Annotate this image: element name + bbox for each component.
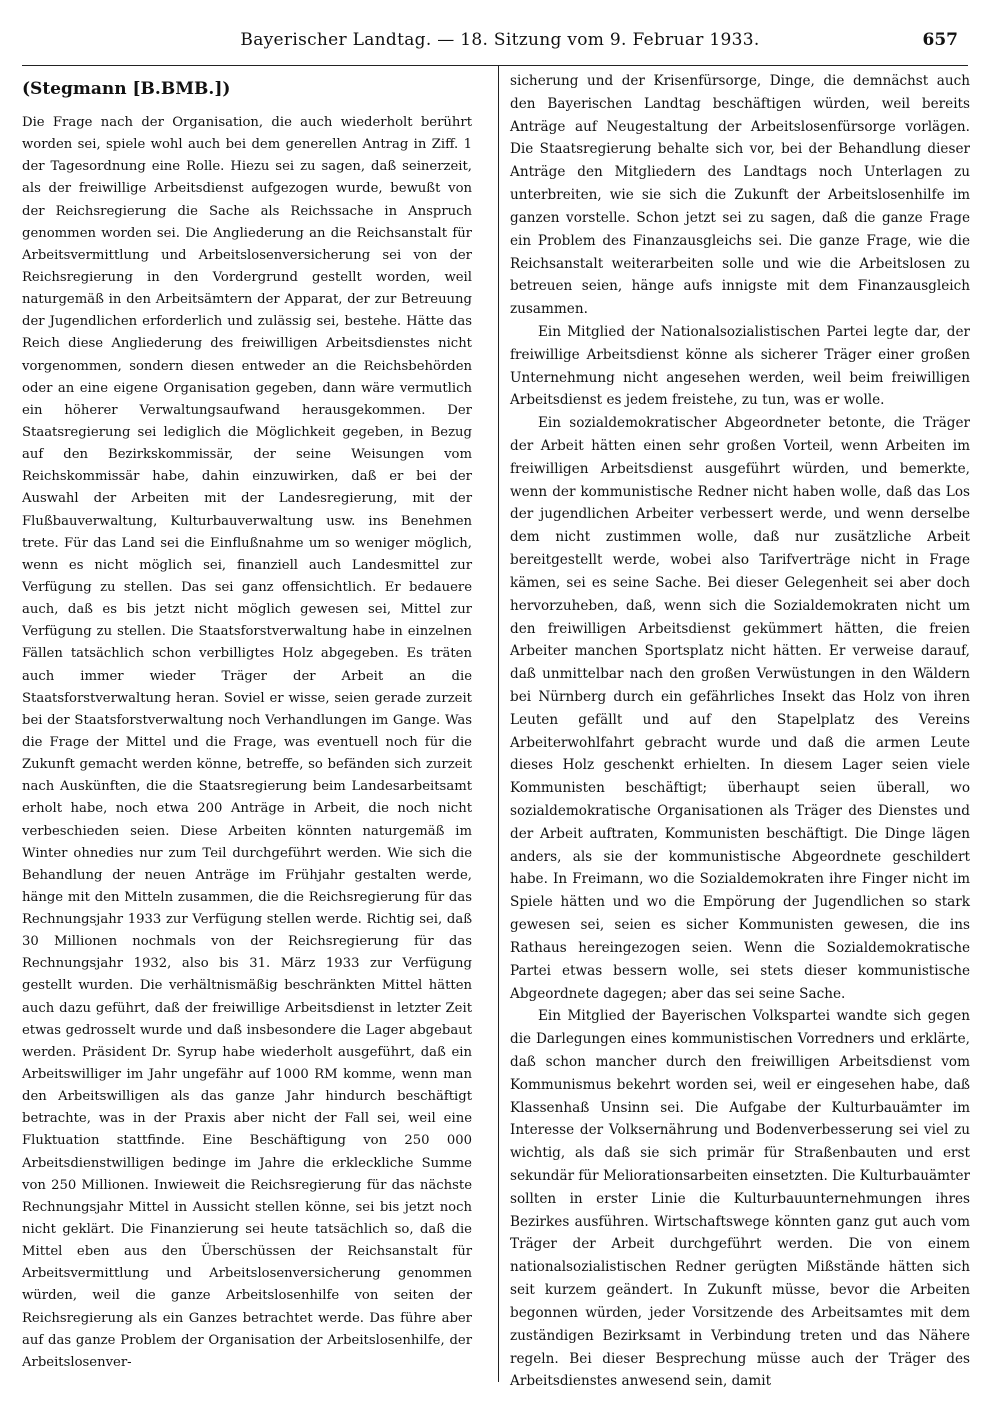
running-title: Bayerischer Landtag. — 18. Sitzung vom 9. Februar 1933.	[240, 30, 760, 50]
left-paragraph: Die Frage nach der Organisation, die auch wiederholt berührt worden sei, spiele wohl auch bei dem generellen Antrag in Ziff. 1 der Tagesordnung eine Rolle. Hiezu sei zu sagen, daß seinerzeit, als der freiwillige Arbeitsdienst aufgezogen wurde, bewußt von der Reichsregierung die Sache als Reichssache in Anspruch genommen worden sei. Die Angliederung an die Reichsanstalt für Arbeitsvermittlung und Arbeitslosenversicherung sei von der Reichsregierung in den Vordergrund gestellt worden, weil naturgemäß in den Arbeitsämtern der Apparat, der zur Betreuung der Jugendlichen erforderlich und zulässig sei, bestehe. Hätte das Reich diese Angliederung des freiwilligen Arbeitsdienstes nicht vorgenommen, sondern diesen entweder an die Reichsbehörden oder an eine eigene Organisation gegeben, dann wäre vermutlich ein höherer Verwaltungsaufwand herausgekommen. Der Staatsregierung sei lediglich die Möglichkeit gegeben, in Bezug auf den Bezirkskommissär, der seine Weisungen vom Reichskommissär habe, dahin einzuwirken, daß er bei der Auswahl der Arbeiten mit der Landesregierung, mit der Flußbauverwaltung, Kulturbauverwaltung usw. ins Benehmen trete. Für das Land sei die Einflußnahme um so weniger möglich, wenn es nicht möglich sei, finanziell auch Landesmittel zur Verfügung zu stellen. Das sei ganz offensichtlich. Er bedauere auch, daß es bis jetzt nicht möglich gewesen sei, Mittel zur Verfügung zu stellen. Die Staatsforstverwaltung habe in einzelnen Fällen tatsächlich schon verbilligtes Holz abgegeben. Es träten auch immer wieder Träger der Arbeit an die Staatsforstverwaltung heran. Soviel er wisse, seien gerade zurzeit bei der Staatsforstverwaltung noch Verhandlungen im Gange. Was die Frage der Mittel und die Frage, was eventuell noch für die Zukunft gemacht werden könne, betreffe, so befänden sich zurzeit nach Auskünften, die die Staatsregierung beim Landesarbeitsamt erholt habe, noch etwa 200 Anträge in Arbeit, die noch nicht verbeschieden seien. Diese Arbeiten könnten naturgemäß im Winter ohnedies nur zum Teil durchgeführt werden. Wie sich die Behandlung der neuen Anträge im Frühjahr gestalten werde, hänge mit den Mitteln zusammen, die die Reichsregierung für das Rechnungsjahr 1933 zur Verfügung stellen werde. Richtig sei, daß 30 Millionen nochmals von der Reichsregierung für das Rechnungsjahr 1932, also bis 31. März 1933 zur Verfügung gestellt wurden. Die verhältnismäßig beschränkten Mittel hätten auch dazu geführt, daß der freiwillige Arbeitsdienst in letzter Zeit etwas gedrosselt wurde und daß insbesondere die Lager abgebaut werden. Präsident Dr. Syrup habe wiederholt ausgeführt, daß ein Arbeitswilliger im Jahr ungefähr auf 1000 RM komme, wenn man den Arbeitswilligen als das ganze Jahr hindurch beschäftigt betrachte, was in der Praxis aber nicht der Fall sei, weil eine Fluktuation stattfinde. Eine Beschäftigung von 250 000 Arbeitsdienstwilligen bedinge im Jahre die erkleckliche Summe von 250 Millionen. Inwieweit die Reichsregierung für das nächste Rechnungsjahr Mittel in Aussicht stellen könne, sei bis jetzt noch nicht geklärt. Die Finanzierung sei heute tatsächlich so, daß die Mittel eben aus den Überschüssen der Reichsanstalt für Arbeitsvermittlung und Arbeitslosenversicherung genommen würden, weil die ganze Arbeitslosenhilfe von seiten der Reichsregierung als ein Ganzes betrachtet werde. Das führe aber auf das ganze Problem der Organisation der Arbeitslosenhilfe, der Arbeitslosenver-	[22, 115, 472, 1370]
page-header	[0, 22, 1000, 62]
right-paragraph: Ein Mitglied der Nationalsozialistischen Partei legte dar, der freiwillige Arbeitsdienst könne als sicherer Träger einer großen Unternehmung nicht angesehen werden, weil beim freiwilligen Arbeitsdienst es jedem freistehe, zu tun, was er wolle.	[510, 323, 970, 409]
column-divider	[498, 66, 499, 1382]
right-paragraph: Ein sozialdemokratischer Abgeordneter betonte, die Träger der Arbeit hätten einen sehr großen Vorteil, wenn Arbeiten im freiwilligen Arbeitsdienst ausgeführt würden, und bemerkte, wenn der kommunistische Redner nicht haben wolle, daß das Los der jugendlichen Arbeiter verbessert werde, und wenn derselbe dem nicht zustimmen wolle, daß nur zusätzliche Arbeit bereitgestellt werde, wobei also Tarifverträge nicht in Frage kämen, sei es seine Sache. Bei dieser Gelegenheit sei aber doch hervorzuheben, daß, wenn sich die Sozialdemokraten nicht um den freiwilligen Arbeitsdienst gekümmert hätten, die freien Arbeiter manchen Sportsplatz nicht hätten. Er verweise darauf, daß unmittelbar nach den großen Verwüstungen in den Wäldern bei Nürnberg durch ein gefährliches Insekt das Holz von ihren Leuten gefällt und auf den Stapelplatz des Vereins Arbeiterwohlfahrt gebracht wurde und daß die armen Leute dieses Holz geschenkt erhielten. In diesem Lager seien viele Kommunisten beschäftigt; überhaupt seien überall, wo sozialdemokratische Organisationen als Träger des Dienstes und der Arbeit auftraten, Kommunisten beschäftigt. Die Dinge lägen anders, als sie der kommunistische Abgeordnete geschildert habe. In Freimann, wo die Sozialdemokraten ihre Finger nicht im Spiele hätten und wo die Empörung der Jugendlichen so stark gewesen sei, seien es sicher Kommunisten gewesen, die ins Rathaus hereingezogen seien. Wenn die Sozialdemokratische Partei etwas bessern wolle, sei stets dieser kommunistische Abgeordnete dagegen; aber das sei seine Sache.	[510, 415, 970, 1002]
right-column	[510, 70, 970, 1393]
left-column	[22, 76, 472, 1374]
right-paragraph: Ein Mitglied der Bayerischen Volkspartei wandte sich gegen die Darlegungen eines kommunistischen Vorredners und erklärte, daß schon mancher durch den freiwilligen Arbeitsdienst vom Kommunismus bekehrt worden sei, weil er eingesehen habe, daß Klassenhaß Unsinn sei. Die Aufgabe der Kulturbauämter im Interesse der Volksernährung und Bodenverbesserung sei viel zu wichtig, als daß sie sich primär für Straßenbauten und erst sekundär für Meliorationsarbeiten einsetzten. Die Kulturbauämter sollten in erster Linie die Kulturbauunternehmungen ihres Bezirkes ausführen. Wirtschaftswege könnten ganz gut auch vom Träger der Arbeit durchgeführt werden. Die von einem nationalsozialistischen Redner gerügten Mißstände hätten sich seit kurzem geändert. In Zukunft müsse, bevor die Arbeiten begonnen würden, jeder Vorsitzende des Arbeitsamtes mit dem zuständigen Bezirksamt in Verbindung treten und das Nähere regeln. Bei dieser Besprechung müsse auch der Träger des Arbeitsdienstes anwesend sein, damit	[510, 1008, 970, 1390]
speaker-heading: (Stegmann [B.BMB.])	[22, 79, 231, 99]
page-number: 657	[922, 30, 958, 50]
right-paragraph: sicherung und der Krisenfürsorge, Dinge, die demnächst auch den Bayerischen Landtag beschäftigen würden, weil bereits Anträge auf Neugestaltung der Arbeitslosenfürsorge vorlägen. Die Staatsregierung behalte sich vor, bei der Behandlung dieser Anträge den Mitgliedern des Landtags noch Unterlagen zu unterbreiten, wie sie sich die Zukunft der Arbeitslosenhilfe im ganzen vorstelle. Schon jetzt sei zu sagen, daß die ganze Frage ein Problem des Finanzausgleichs sei. Die ganze Frage, wie die Reichsanstalt weiterarbeiten solle und wie die Arbeitslosen zu betreuen seien, hänge aufs innigste mit dem Finanzausgleich zusammen.	[510, 73, 970, 318]
header-rule	[22, 65, 968, 66]
